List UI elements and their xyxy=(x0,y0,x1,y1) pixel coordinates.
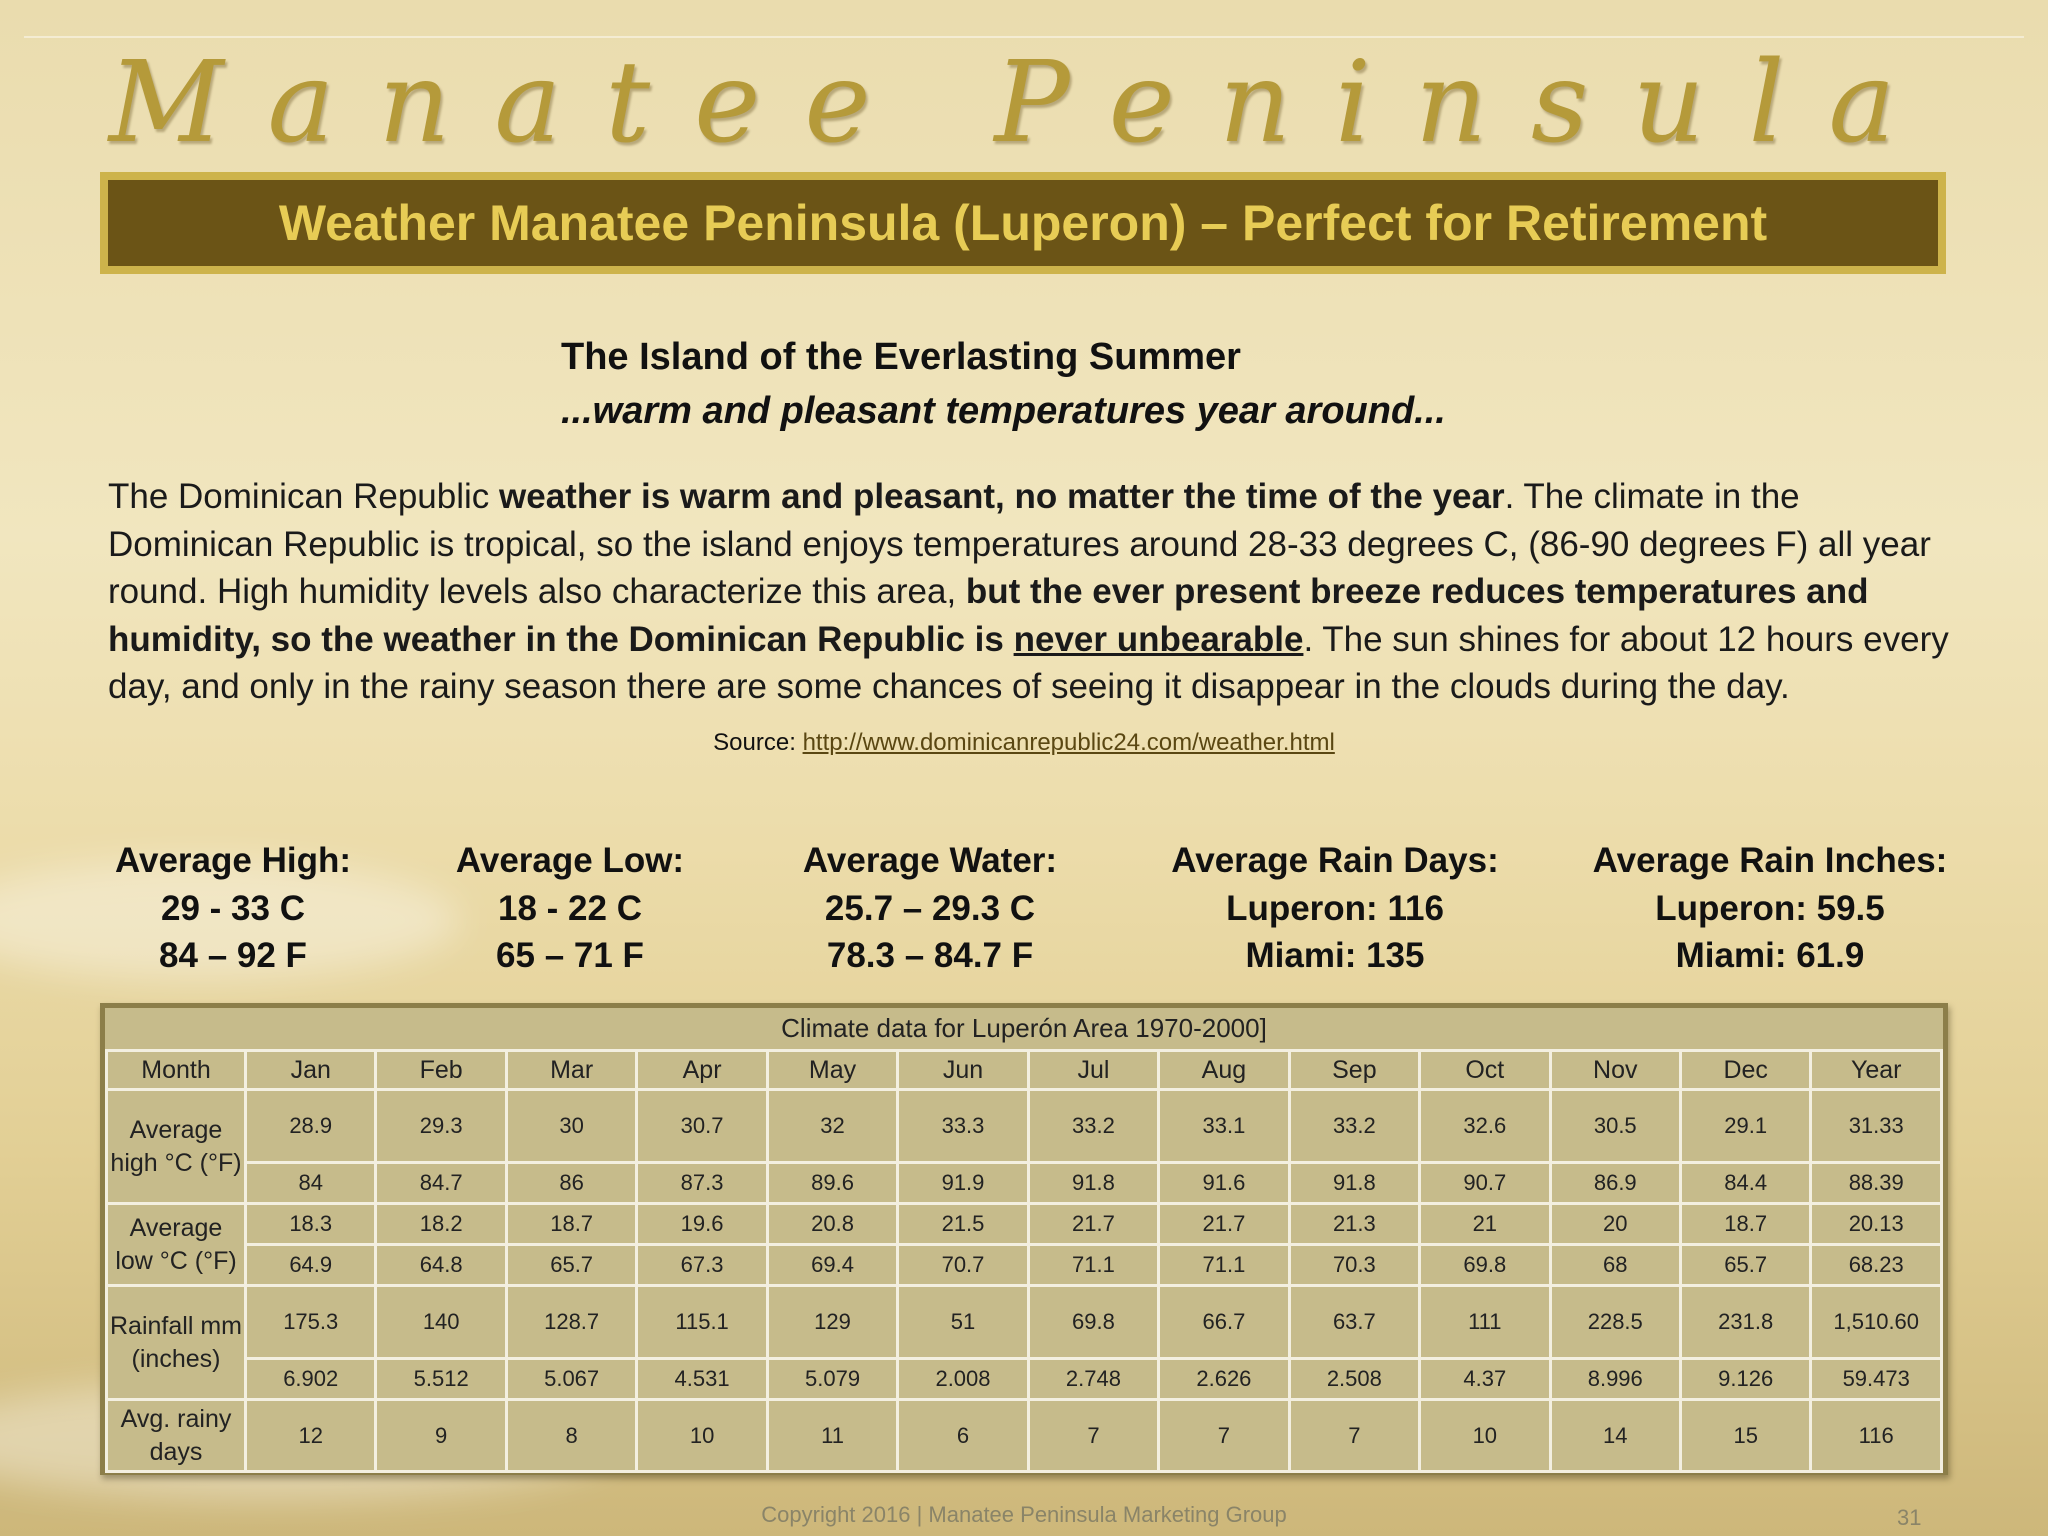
table-cell: 86.9 xyxy=(1550,1163,1680,1204)
row-label: Average high °C (°F) xyxy=(107,1090,246,1204)
table-cell: 20.8 xyxy=(767,1204,897,1245)
column-header: Oct xyxy=(1420,1051,1550,1090)
table-cell: 29.3 xyxy=(376,1090,506,1163)
table-cell: 21.7 xyxy=(1028,1204,1158,1245)
table-cell: 87.3 xyxy=(637,1163,767,1204)
table-cell: 67.3 xyxy=(637,1245,767,1286)
column-header: Jan xyxy=(246,1051,376,1090)
description-paragraph xyxy=(108,473,1968,711)
table-cell: 33.2 xyxy=(1028,1090,1158,1163)
table-cell: 18.2 xyxy=(376,1204,506,1245)
table-cell: 175.3 xyxy=(246,1286,376,1359)
table-row xyxy=(107,1163,1942,1204)
table-caption: Climate data for Luperón Area 1970-2000] xyxy=(781,1013,1267,1043)
table-cell: 68.23 xyxy=(1811,1245,1942,1286)
table-cell: 18.7 xyxy=(506,1204,636,1245)
table-cell: 88.39 xyxy=(1811,1163,1942,1204)
table-cell: 2.748 xyxy=(1028,1359,1158,1400)
table-cell: 14 xyxy=(1550,1400,1680,1472)
table-cell: 8 xyxy=(506,1400,636,1472)
table-cell: 65.7 xyxy=(1680,1245,1810,1286)
table-cell: 21.3 xyxy=(1289,1204,1419,1245)
table-cell: 7 xyxy=(1028,1400,1158,1472)
tagline xyxy=(561,330,1446,438)
table-row xyxy=(107,1400,1942,1472)
table-cell: 7 xyxy=(1289,1400,1419,1472)
table-cell: 111 xyxy=(1420,1286,1550,1359)
table-cell: 6.902 xyxy=(246,1359,376,1400)
table-cell: 8.996 xyxy=(1550,1359,1680,1400)
table-cell: 86 xyxy=(506,1163,636,1204)
stat-value: Luperon: 116 xyxy=(1226,888,1444,928)
table-cell: 18.3 xyxy=(246,1204,376,1245)
table-cell: 91.8 xyxy=(1289,1163,1419,1204)
source-link[interactable]: http://www.dominicanrepublic24.com/weather.html xyxy=(802,729,1335,756)
stat-average-water xyxy=(760,837,1100,980)
column-header: Apr xyxy=(637,1051,767,1090)
stat-average-rain-inches xyxy=(1575,837,1965,980)
table-row xyxy=(107,1090,1942,1163)
table-cell: 51 xyxy=(898,1286,1028,1359)
table-cell: 1,510.60 xyxy=(1811,1286,1942,1359)
table-cell: 129 xyxy=(767,1286,897,1359)
table-cell: 90.7 xyxy=(1420,1163,1550,1204)
copyright-footer: Copyright 2016 | Manatee Peninsula Marketing Group xyxy=(761,1502,1287,1527)
column-header: Feb xyxy=(376,1051,506,1090)
stat-title: Average High: xyxy=(115,841,351,880)
table-cell: 91.9 xyxy=(898,1163,1028,1204)
stat-value: Luperon: 59.5 xyxy=(1655,888,1885,928)
table-cell: 84.7 xyxy=(376,1163,506,1204)
table-cell: 4.531 xyxy=(637,1359,767,1400)
table-cell: 59.473 xyxy=(1811,1359,1942,1400)
tagline-subheading: ...warm and pleasant temperatures year around... xyxy=(561,390,1446,432)
column-header: May xyxy=(767,1051,897,1090)
table-cell: 64.9 xyxy=(246,1245,376,1286)
table-cell: 71.1 xyxy=(1159,1245,1289,1286)
table-cell: 21 xyxy=(1420,1204,1550,1245)
table-row xyxy=(107,1245,1942,1286)
table-cell: 2.626 xyxy=(1159,1359,1289,1400)
table-cell: 30.7 xyxy=(637,1090,767,1163)
table-cell: 2.008 xyxy=(898,1359,1028,1400)
page-title: Weather Manatee Peninsula (Luperon) – Perfect for Retirement xyxy=(278,195,1768,251)
table-cell: 116 xyxy=(1811,1400,1942,1472)
table-cell: 21.7 xyxy=(1159,1204,1289,1245)
table-cell: 19.6 xyxy=(637,1204,767,1245)
brand-logo: Manatee Peninsula xyxy=(108,38,1940,168)
table-row xyxy=(107,1359,1942,1400)
table-header-row xyxy=(107,1051,1942,1090)
table-cell: 10 xyxy=(1420,1400,1550,1472)
stat-title: Average Water: xyxy=(802,841,1058,880)
table-cell: 12 xyxy=(246,1400,376,1472)
table-row xyxy=(107,1286,1942,1359)
table-cell: 31.33 xyxy=(1811,1090,1942,1163)
table-cell: 89.6 xyxy=(767,1163,897,1204)
table-cell: 140 xyxy=(376,1286,506,1359)
table-cell: 6 xyxy=(898,1400,1028,1472)
table-cell: 5.512 xyxy=(376,1359,506,1400)
stat-title: Average Rain Inches: xyxy=(1592,841,1948,880)
table-cell: 11 xyxy=(767,1400,897,1472)
table-cell: 5.067 xyxy=(506,1359,636,1400)
table-cell: 91.8 xyxy=(1028,1163,1158,1204)
page-number: 31 xyxy=(1897,1505,1922,1530)
table-cell: 30.5 xyxy=(1550,1090,1680,1163)
row-label: Rainfall mm (inches) xyxy=(107,1286,246,1400)
table-cell: 18.7 xyxy=(1680,1204,1810,1245)
stat-average-high xyxy=(100,837,366,980)
column-header: Jul xyxy=(1028,1051,1158,1090)
para-bold: but the ever present breeze reduces temperatures and humidity, so the weather in the Dominican Republic is never unbearable xyxy=(108,572,1869,659)
column-header: Aug xyxy=(1159,1051,1289,1090)
table-cell: 91.6 xyxy=(1159,1163,1289,1204)
table-cell: 33.2 xyxy=(1289,1090,1419,1163)
stat-value: 25.7 – 29.3 C xyxy=(824,888,1036,928)
stat-title: Average Low: xyxy=(455,841,685,880)
climate-table-panel xyxy=(100,1003,1948,1475)
table-cell: 128.7 xyxy=(506,1286,636,1359)
table-cell: 68 xyxy=(1550,1245,1680,1286)
table-cell: 63.7 xyxy=(1289,1286,1419,1359)
stat-average-rain-days xyxy=(1150,837,1520,980)
title-banner xyxy=(100,172,1946,274)
table-cell: 70.3 xyxy=(1289,1245,1419,1286)
row-label: Avg. rainy days xyxy=(107,1400,246,1472)
stat-value: 18 - 22 C xyxy=(498,888,642,928)
table-cell: 10 xyxy=(637,1400,767,1472)
table-cell: 21.5 xyxy=(898,1204,1028,1245)
table-cell: 66.7 xyxy=(1159,1286,1289,1359)
stat-value: 65 – 71 F xyxy=(496,936,644,975)
column-header: Dec xyxy=(1680,1051,1810,1090)
table-cell: 29.1 xyxy=(1680,1090,1810,1163)
table-cell: 15 xyxy=(1680,1400,1810,1472)
stat-average-low xyxy=(430,837,710,980)
table-cell: 30 xyxy=(506,1090,636,1163)
column-header: Month xyxy=(107,1051,246,1090)
column-header: Jun xyxy=(898,1051,1028,1090)
table-cell: 84.4 xyxy=(1680,1163,1810,1204)
table-cell: 69.8 xyxy=(1028,1286,1158,1359)
table-cell: 69.4 xyxy=(767,1245,897,1286)
column-header: Sep xyxy=(1289,1051,1419,1090)
table-cell: 228.5 xyxy=(1550,1286,1680,1359)
tagline-heading: The Island of the Everlasting Summer xyxy=(561,336,1241,378)
source-line xyxy=(0,729,2048,757)
stat-title: Average Rain Days: xyxy=(1171,841,1499,880)
table-cell: 33.1 xyxy=(1159,1090,1289,1163)
para-underline: never unbearable xyxy=(1013,619,1304,659)
table-cell: 20 xyxy=(1550,1204,1680,1245)
table-cell: 32 xyxy=(767,1090,897,1163)
table-cell: 28.9 xyxy=(246,1090,376,1163)
table-cell: 2.508 xyxy=(1289,1359,1419,1400)
table-cell: 231.8 xyxy=(1680,1286,1810,1359)
table-cell: 9.126 xyxy=(1680,1359,1810,1400)
para-text: . The climate in the Dominican Republic is tropical, so the island enjoys temperatures around 28-33 degrees C, (86-90 degrees F) all year round. High humidity levels also characterize this area, xyxy=(108,477,1931,611)
source-label: Source: xyxy=(713,729,803,756)
column-header: Mar xyxy=(506,1051,636,1090)
row-label: Average low °C (°F) xyxy=(107,1204,246,1286)
stat-value: 29 - 33 C xyxy=(161,888,305,928)
para-text: The Dominican Republic xyxy=(108,477,500,516)
table-cell: 71.1 xyxy=(1028,1245,1158,1286)
column-header: Nov xyxy=(1550,1051,1680,1090)
para-bold: weather is warm and pleasant, no matter the time of the year xyxy=(499,477,1505,516)
table-cell: 9 xyxy=(376,1400,506,1472)
table-cell: 20.13 xyxy=(1811,1204,1942,1245)
table-cell: 65.7 xyxy=(506,1245,636,1286)
table-cell: 33.3 xyxy=(898,1090,1028,1163)
table-cell: 4.37 xyxy=(1420,1359,1550,1400)
table-cell: 7 xyxy=(1159,1400,1289,1472)
table-cell: 32.6 xyxy=(1420,1090,1550,1163)
stat-value: Miami: 135 xyxy=(1245,936,1425,975)
table-cell: 70.7 xyxy=(898,1245,1028,1286)
table-row xyxy=(107,1204,1942,1245)
stat-value: 78.3 – 84.7 F xyxy=(826,936,1034,975)
para-text: . The sun shines for about 12 hours every day, and only in the rainy season there are some chances of seeing it disappear in the clouds during the day. xyxy=(108,619,1949,706)
table-cell: 5.079 xyxy=(767,1359,897,1400)
table-cell: 115.1 xyxy=(637,1286,767,1359)
table-cell: 64.8 xyxy=(376,1245,506,1286)
stat-value: 84 – 92 F xyxy=(159,936,307,975)
stat-value: Miami: 61.9 xyxy=(1675,936,1865,975)
column-header: Year xyxy=(1811,1051,1942,1090)
table-cell: 84 xyxy=(246,1163,376,1204)
climate-table xyxy=(105,1049,1943,1473)
table-cell: 69.8 xyxy=(1420,1245,1550,1286)
